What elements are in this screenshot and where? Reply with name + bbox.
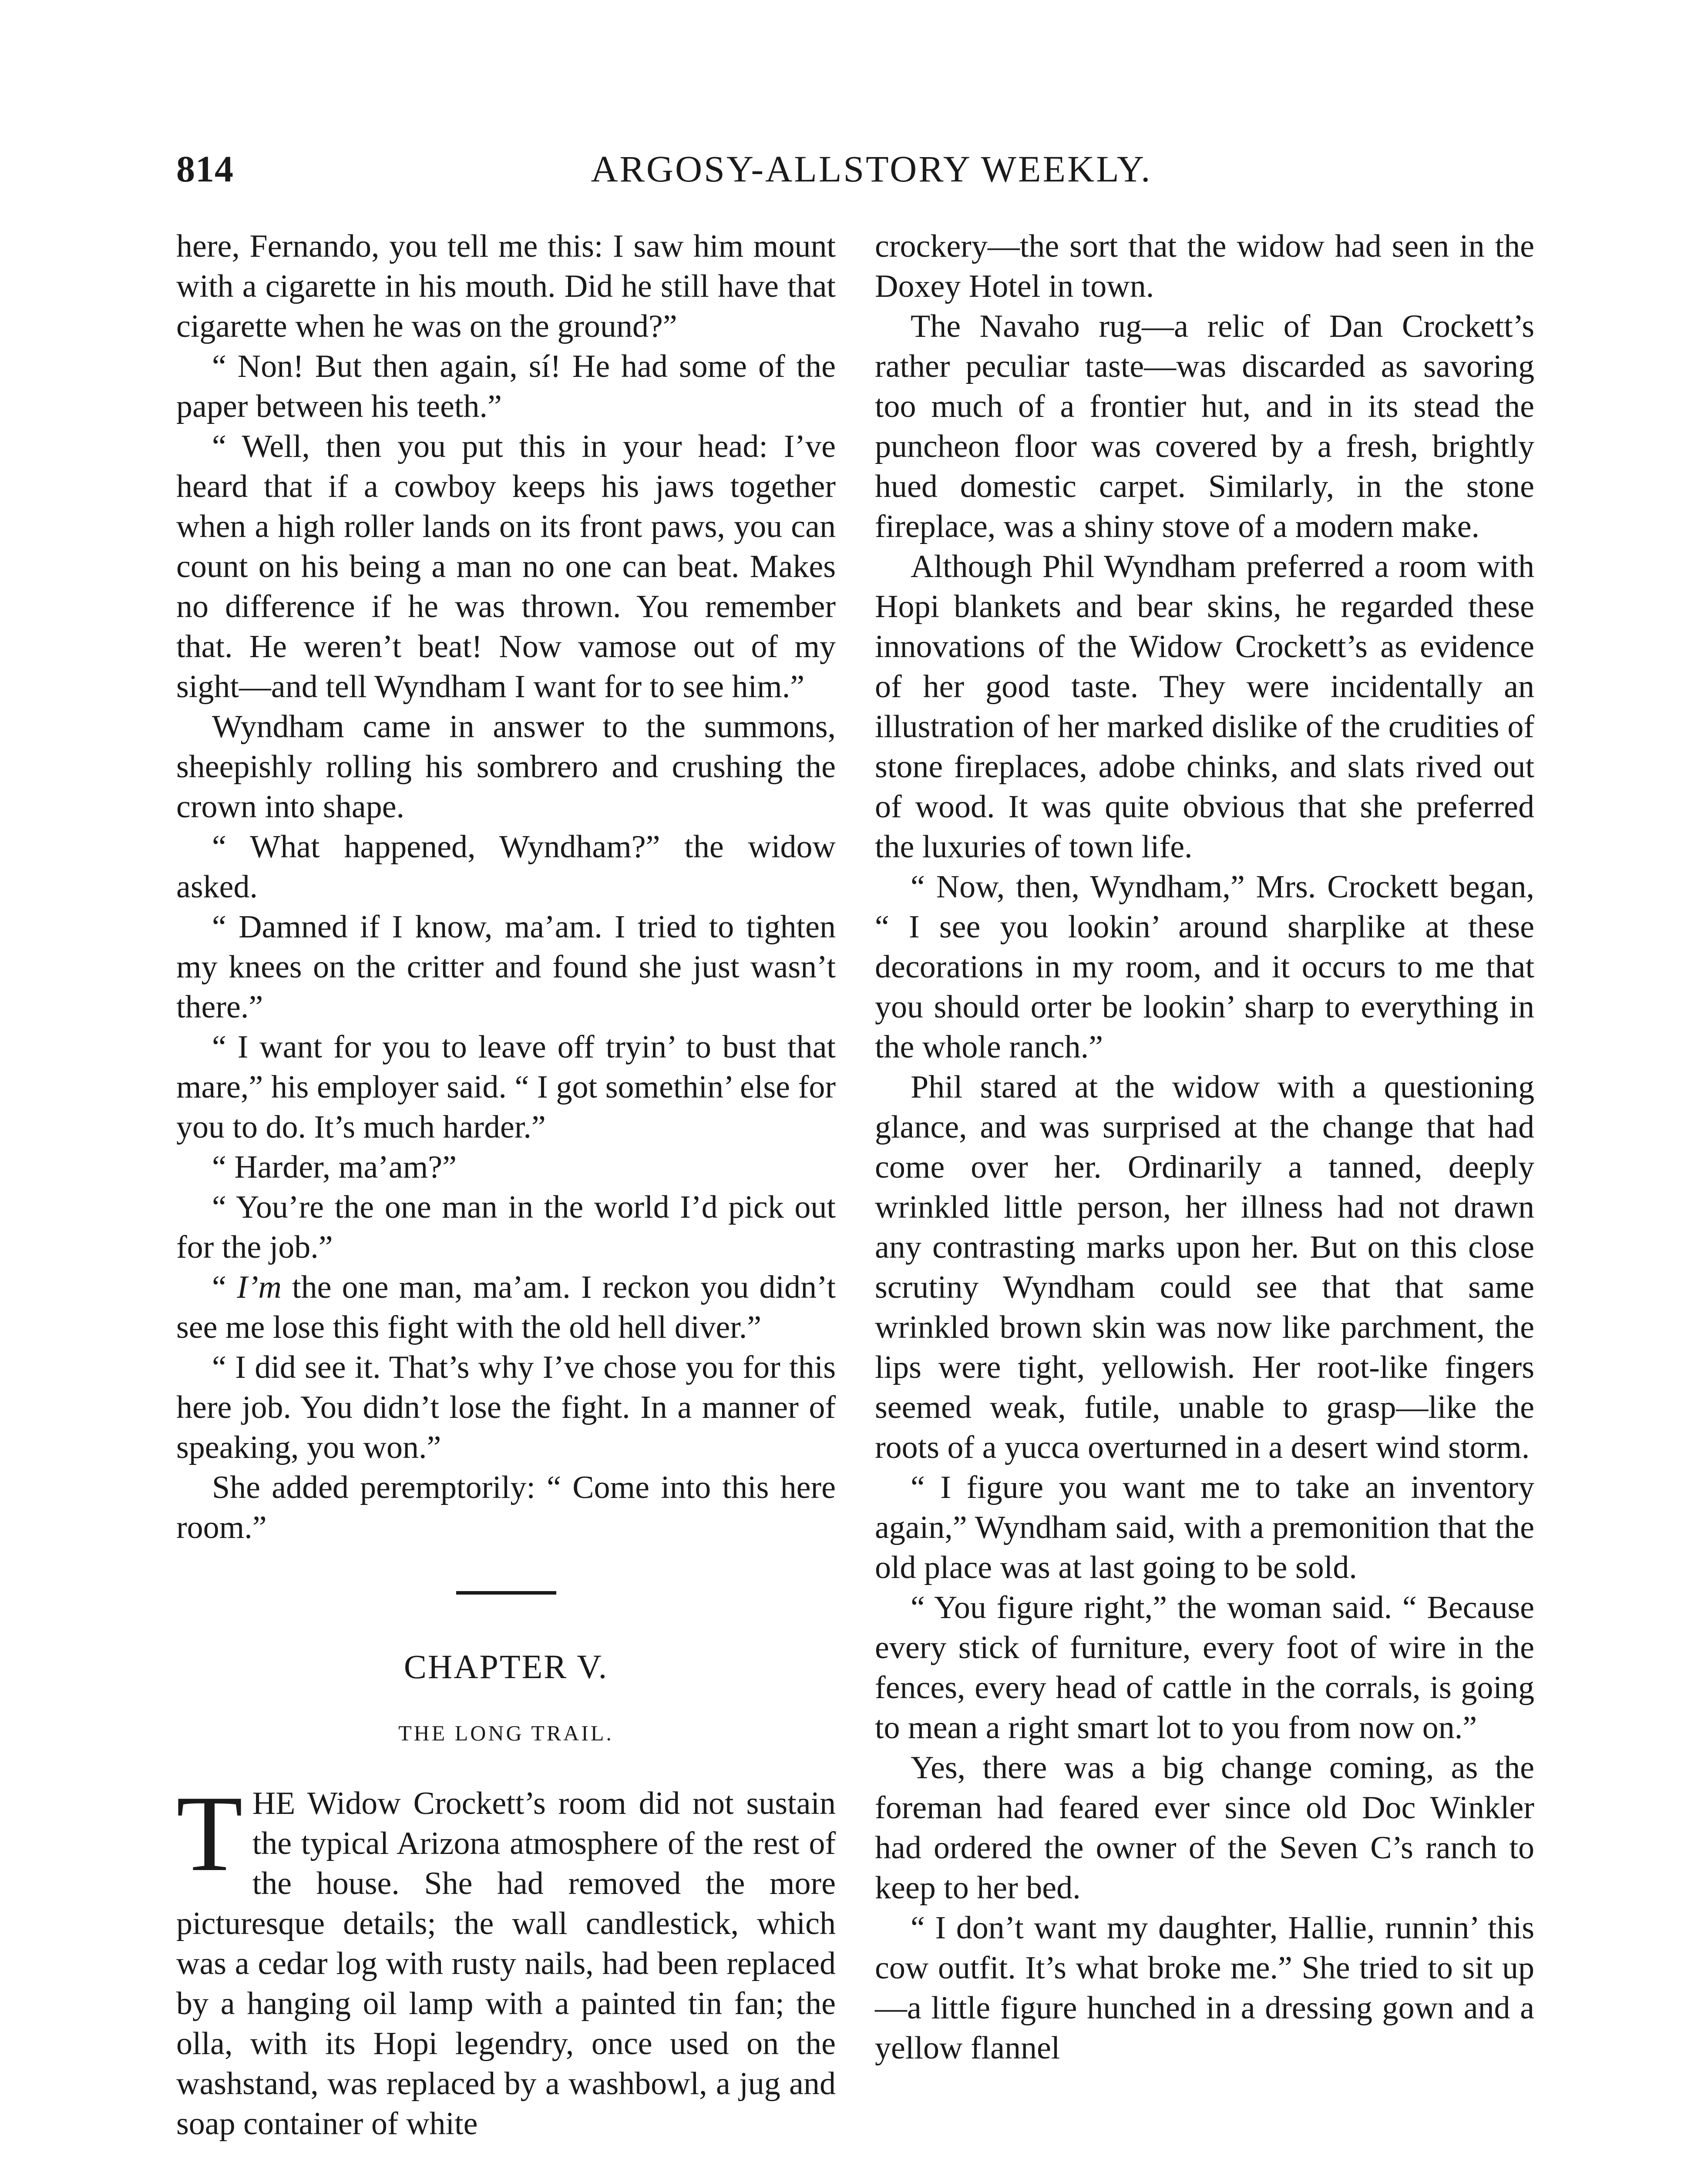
paragraph: “ Now, then, Wyndham,” Mrs. Crockett began, “ I see you lookin’ around sharplike at these decorations in my room, and it occurs to me that you should orter be lookin’ sharp to everything in the whole ranch.” xyxy=(875,869,1534,1065)
chapter-title: CHAPTER V. xyxy=(403,1648,609,1686)
paragraph: The Navaho rug—a relic of Dan Crockett’s rather peculiar taste—was discarded as savoring too much of a frontier hut, and in its stead the puncheon floor was covered by a fresh, brightly hued domestic carpet. Similarly, in the stone fireplace, was a shiny stove of a modern make. xyxy=(875,309,1534,544)
chapter-subtitle: THE LONG TRAIL. xyxy=(398,1721,614,1745)
paragraph: Although Phil Wyndham preferred a room with Hopi blankets and bear skins, he regarded these innovations of the Widow Crockett’s as evidence of her good taste. They were incidentally an illustration of her marked dislike of the crudities of stone fireplaces, adobe chinks, and slats rived out of wood. It was quite obvious that she preferred the luxuries of town life. xyxy=(875,549,1534,865)
paragraph: Phil stared at the widow with a questioning glance, and was surprised at the change that had come over her. Ordinarily a tanned, deeply wrinkled little person, her illness had not drawn any contrasting marks upon her. But on this close scrutiny Wyndham could see that that same wrinkled brown skin was now like parchment, the lips were tight, yellowish. Her root-like fingers seemed weak, futile, unable to grasp—like the roots of a yucca overturned in a desert wind storm. xyxy=(875,1069,1534,1465)
chapter-opening-text: HE Widow Crockett’s room did not sustain the typical Arizona atmosphere of the rest of the house. She had removed the more picturesque details; the wall candlestick, which was a cedar log with rusty nails, had been replaced by a hanging oil lamp with a painted tin fan; the olla, with its Hopi legendry, once used on the washstand, was replaced by a washbowl, a jug and soap container of white xyxy=(176,1786,836,2142)
drop-cap: T xyxy=(176,1773,243,1894)
paragraph: “ I want for you to leave off tryin’ to bust that mare,” his employer said. “ I got somethin’ else for you to do. It’s much harder.” xyxy=(176,1029,836,1145)
im-paragraph-rest: the one man, ma’am. I reckon you didn’t see me lose this fight with the old hell diver.” xyxy=(176,1269,836,1345)
paragraph: “ You figure right,” the woman said. “ Because every stick of furniture, every foot of wire in the fences, every head of cattle in the corrals, is going to mean a right smart lot to you from now on.” xyxy=(875,1590,1534,1746)
running-title: ARGOSY-ALLSTORY WEEKLY. xyxy=(591,148,1152,190)
paragraph: “ Non! But then again, sí! He had some of the paper between his teeth.” xyxy=(176,349,836,424)
paragraph: here, Fernando, you tell me this: I saw him mount with a cigarette in his mouth. Did he still have that cigarette when he was on the ground?” xyxy=(176,228,836,344)
paragraph: crockery—the sort that the widow had seen in the Doxey Hotel in town. xyxy=(875,228,1534,304)
paragraph: “ I don’t want my daughter, Hallie, runnin’ this cow outfit. It’s what broke me.” She tried to sit up—a little figure hunched in a dressing gown and a yellow flannel xyxy=(875,1910,1534,2066)
paragraph: “ Damned if I know, ma’am. I tried to tighten my knees on the critter and found she just wasn’t there.” xyxy=(176,909,836,1025)
paragraph: “ I figure you want me to take an inventory again,” Wyndham said, with a premonition that the old place was at last going to be sold. xyxy=(875,1470,1534,1585)
paragraph: “ I did see it. That’s why I’ve chose you for this here job. You didn’t lose the fight. In a manner of speaking, you won.” xyxy=(176,1350,836,1465)
page-number: 814 xyxy=(176,148,234,190)
paragraph: Wyndham came in answer to the summons, sheepishly rolling his sombrero and crushing the crown into shape. xyxy=(176,709,836,825)
paragraph: “ What happened, Wyndham?” the widow asked. xyxy=(176,829,836,905)
right-column xyxy=(875,226,1534,2068)
paragraph: “ Well, then you put this in your head: I’ve heard that if a cowboy keeps his jaws together when a high roller lands on its front paws, you can count on his being a man no one can beat. Makes no difference if he was thrown. You remember that. He weren’t beat! Now vamose out of my sight—and tell Wyndham I want for to see him.” xyxy=(176,429,836,705)
chapter-opening-paragraph xyxy=(176,1773,836,2144)
section-rule xyxy=(456,1591,556,1595)
paragraph: Yes, there was a big change coming, as the foreman had feared ever since old Doc Winkler had ordered the owner of the Seven C’s ranch to keep to her bed. xyxy=(875,1750,1534,1906)
open-quote: “ xyxy=(212,1269,237,1305)
paragraph-im xyxy=(176,1267,836,1347)
left-column xyxy=(176,226,836,2144)
paragraph: She added peremptorily: “ Come into this here room.” xyxy=(176,1470,836,1545)
paragraph: “ Harder, ma’am?” xyxy=(212,1149,457,1185)
emphasis-im: I’m xyxy=(237,1269,282,1305)
paragraph: “ You’re the one man in the world I’d pick out for the job.” xyxy=(176,1189,836,1265)
